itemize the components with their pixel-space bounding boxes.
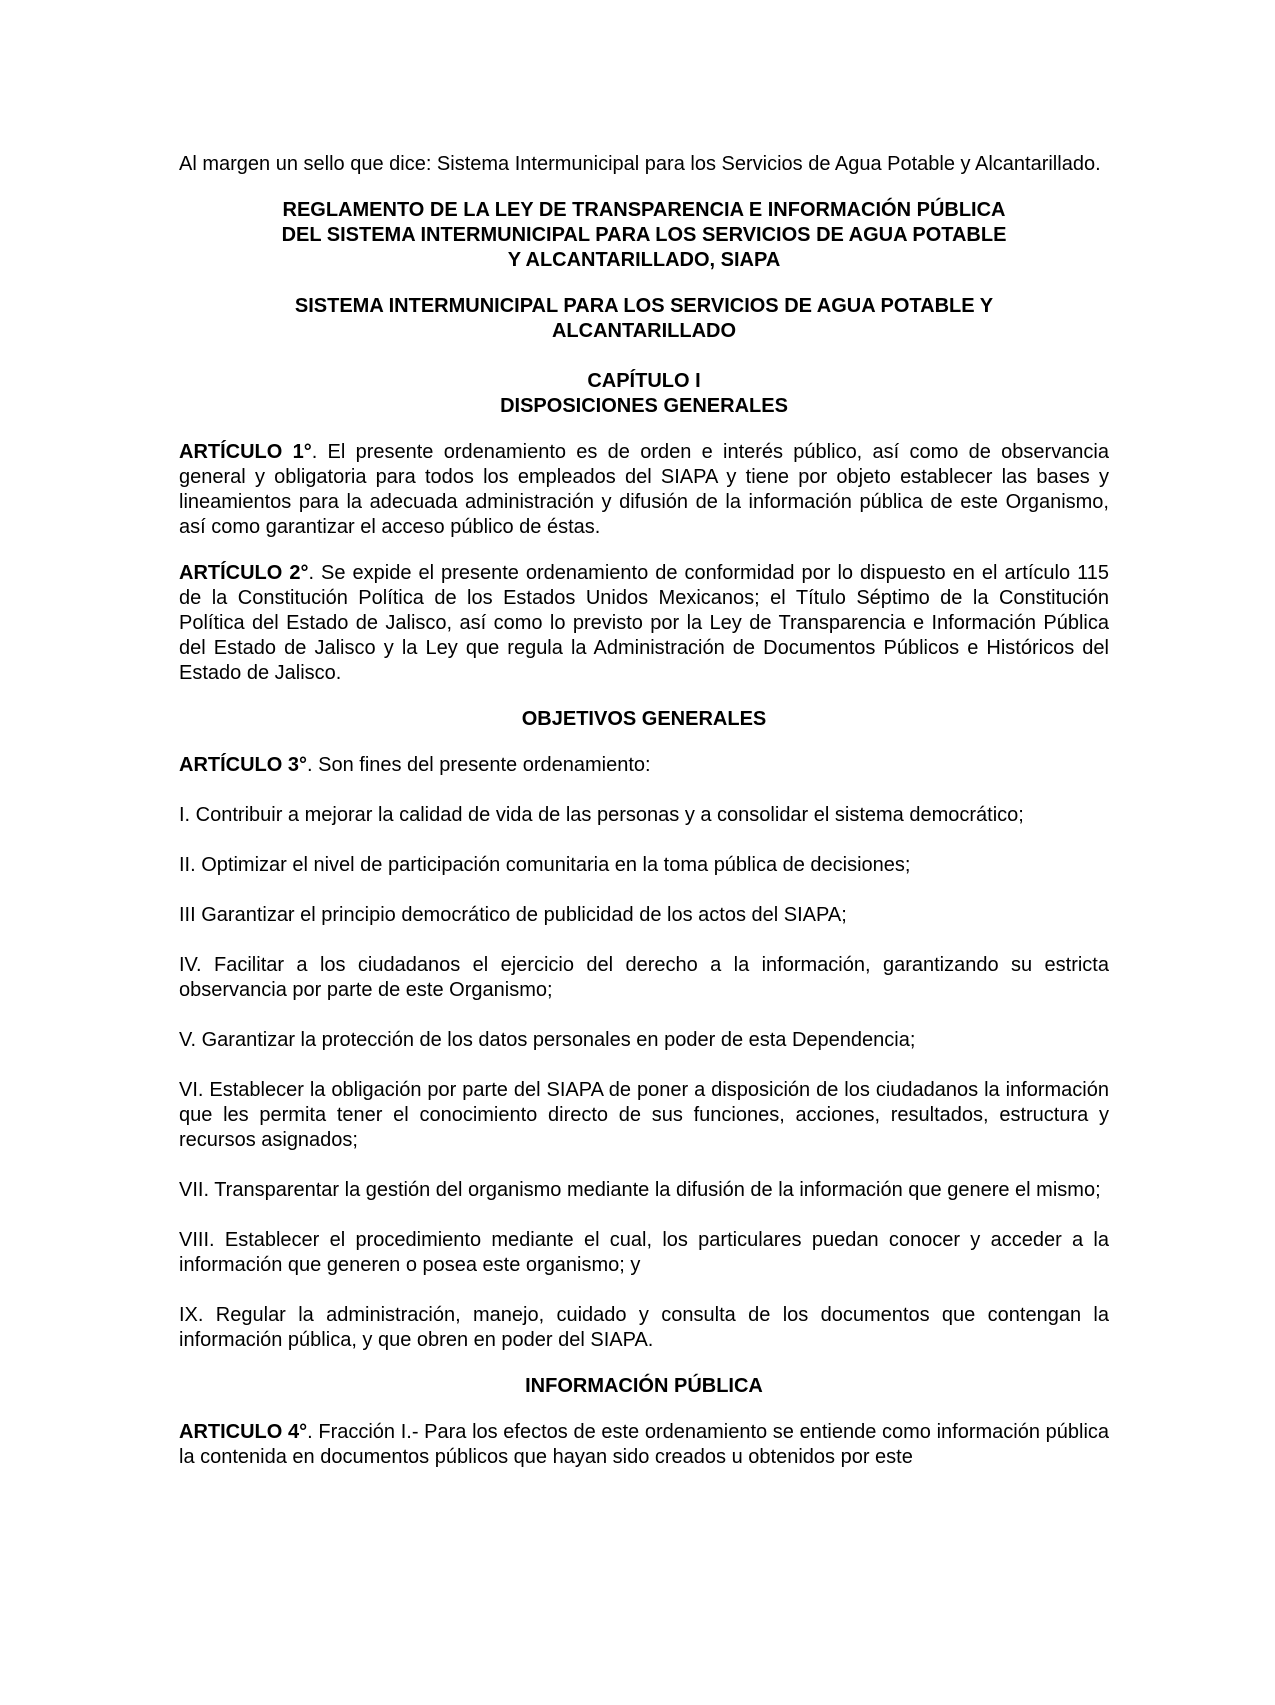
system-title — [179, 294, 1109, 344]
objectives-heading: OBJETIVOS GENERALES — [521, 708, 767, 730]
system-title-line: ALCANTARILLADO — [551, 320, 737, 342]
article-3-item: I. Contribuir a mejorar la calidad de vida de las personas y a consolidar el sistema democrático; — [179, 804, 1024, 826]
article-3-item: VII. Transparentar la gestión del organismo mediante la difusión de la información que genere el mismo; — [179, 1179, 1101, 1201]
article-3-label: ARTÍCULO 3° — [179, 754, 307, 776]
system-title-line: SISTEMA INTERMUNICIPAL PARA LOS SERVICIOS DE AGUA POTABLE Y — [294, 295, 994, 317]
article-2 — [179, 561, 1109, 686]
regulation-title-line: DEL SISTEMA INTERMUNICIPAL PARA LOS SERVICIOS DE AGUA POTABLE — [281, 224, 1007, 246]
chapter-number: CAPÍTULO I — [587, 370, 701, 392]
article-4-text: . Fracción I.- Para los efectos de este ordenamiento se entiende como información pública la contenida en documentos públicos que hayan sido creados u obtenidos por este — [179, 1421, 1110, 1468]
margin-note: Al margen un sello que dice: Sistema Intermunicipal para los Servicios de Agua Potable y Alcantarillado. — [179, 153, 1101, 175]
regulation-title — [179, 198, 1109, 273]
article-2-text: . Se expide el presente ordenamiento de conformidad por lo dispuesto en el artículo 115 de la Constitución Política de los Estados Unidos Mexicanos; el Título Séptimo de la Constitución Política del Estado de Jalisco, así como lo previsto por la Ley de Transparencia e Información Pública del Estado de Jalisco y la Ley que regula la Administración de Documentos Públicos e Históricos del Estado de Jalisco. — [179, 562, 1109, 684]
article-3-item: IX. Regular la administración, manejo, cuidado y consulta de los documentos que contengan la información pública, y que obren en poder del SIAPA. — [179, 1304, 1109, 1351]
article-3-item: VI. Establecer la obligación por parte del SIAPA de poner a disposición de los ciudadanos la información que les permita tener el conocimiento directo de sus funciones, acciones, resultados, estructura y recursos asignados; — [179, 1079, 1109, 1151]
article-1-text: . El presente ordenamiento es de orden e interés público, así como de observancia general y obligatoria para todos los empleados del SIAPA y tiene por objeto establecer las bases y lineamientos para la adecuada administración y difusión de la información pública de este Organismo, así como garantizar el acceso público de éstas. — [179, 441, 1110, 538]
article-4-label: ARTICULO 4° — [179, 1421, 308, 1443]
regulation-title-line: REGLAMENTO DE LA LEY DE TRANSPARENCIA E INFORMACIÓN PÚBLICA — [282, 199, 1006, 221]
article-4 — [179, 1420, 1109, 1470]
article-3-item: VIII. Establecer el procedimiento mediante el cual, los particulares puedan conocer y acceder a la información que generen o posea este organismo; y — [179, 1229, 1109, 1276]
article-3-item: III Garantizar el principio democrático de publicidad de los actos del SIAPA; — [179, 904, 847, 926]
article-2-label: ARTÍCULO 2° — [179, 562, 309, 584]
document-page — [179, 152, 1109, 1470]
article-3 — [179, 753, 1109, 778]
chapter-name: DISPOSICIONES GENERALES — [500, 395, 788, 417]
article-3-text: . Son fines del presente ordenamiento: — [307, 754, 651, 776]
public-info-heading: INFORMACIÓN PÚBLICA — [525, 1375, 763, 1397]
article-1 — [179, 440, 1109, 540]
regulation-title-line: Y ALCANTARILLADO, SIAPA — [507, 249, 781, 271]
article-3-item: IV. Facilitar a los ciudadanos el ejercicio del derecho a la información, garantizando su estricta observancia por parte de este Organismo; — [179, 954, 1109, 1001]
chapter-heading — [179, 369, 1109, 419]
article-1-label: ARTÍCULO 1° — [179, 441, 312, 463]
article-3-item: V. Garantizar la protección de los datos personales en poder de esta Dependencia; — [179, 1029, 916, 1051]
article-3-item: II. Optimizar el nivel de participación comunitaria en la toma pública de decisiones; — [179, 854, 911, 876]
